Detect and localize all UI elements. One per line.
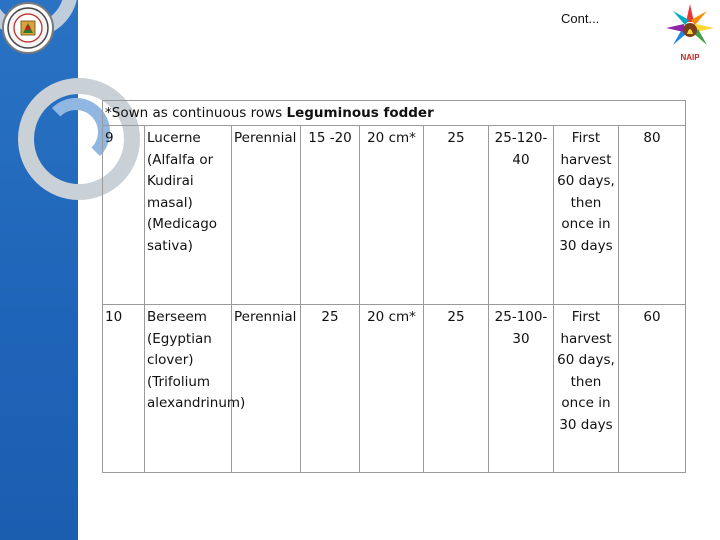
emblem-icon [6,6,50,50]
cell-yield: 60 [619,305,686,473]
cell-col5: 25 [424,126,489,305]
continued-label: Cont... [561,11,600,26]
cell-seed-rate: 25 [301,305,360,473]
table-caption [103,101,686,126]
cell-spacing: 20 cm* [360,126,424,305]
cell-col6: 25-100-30 [489,305,554,473]
cell-seed-rate: 15 -20 [301,126,360,305]
cell-harvest: First harvest 60 days, then once in 30 days [554,305,619,473]
caption-normal: *Sown as continuous rows [105,105,283,121]
caption-bold: Leguminous fodder [286,105,434,121]
cell-harvest: First harvest 60 days, then once in 30 days [554,126,619,305]
decorative-arc [42,98,110,166]
table-caption-row [103,101,686,126]
cell-sno: 9 [103,126,145,305]
naip-star-icon [660,2,720,64]
naip-logo [660,2,720,64]
cell-name: Lucerne (Alfalfa or Kudirai masal) (Medicago sativa) [145,126,232,305]
table-row [103,126,686,305]
fodder-table [102,100,686,473]
cell-duration: Perennial [232,305,301,473]
naip-logo-text: NAIP [680,53,700,62]
institution-logo [2,2,54,54]
cell-name: Berseem (Egyptian clover) (Trifolium alexandrinum) [145,305,232,473]
cell-sno: 10 [103,305,145,473]
cell-spacing: 20 cm* [360,305,424,473]
table-row [103,305,686,473]
cell-col5: 25 [424,305,489,473]
cell-yield: 80 [619,126,686,305]
cell-duration: Perennial [232,126,301,305]
cell-col6: 25-120-40 [489,126,554,305]
